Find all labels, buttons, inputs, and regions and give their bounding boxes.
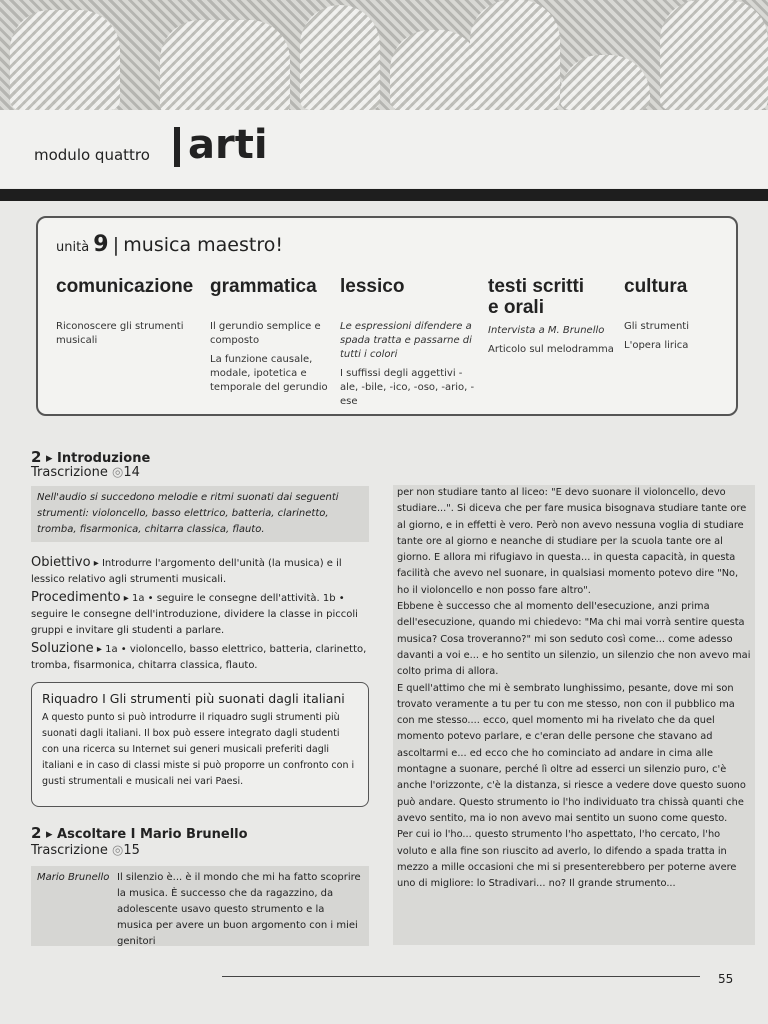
col-text-testi: [488, 324, 616, 362]
col-item: I suffissi degli aggettivi -ale, -bile, -ico, -oso, -ario, -ese: [340, 368, 475, 407]
col-text-cultura: [624, 320, 724, 358]
col-item: La funzione causale, modale, ipotetica e temporale del gerundio: [210, 354, 328, 393]
section-number: 2: [31, 448, 42, 466]
transcript-paragraph: E quell'attimo che mi è sembrato lunghissimo, pesante, dove mi son trovato veramente a tu per tu con me stesso, non con il pubblico ma con me stesso.... ecco, quel momento mi ha rivelato che da quel momento potevo parlare, e c'eran delle persone che stavano ad ascoltarmi e... ed ecco che ho cominciato ad andare in cima alle montagne a suonare, perché lì oltre ad esserci un silenzio puro, c'è anche l'orizzonte, c'è la distanza, si riesce a vedere dove questo suono può andare. Questo strumento io l'ho individuato tra chissà quanti che avevo sentito, ma io non avevo mai sentito un suono come questo.: [397, 682, 746, 824]
procedimento-label: Procedimento: [31, 590, 121, 605]
soluzione-label: Soluzione: [31, 641, 94, 656]
section-title: Ascoltare I Mario Brunello: [57, 827, 248, 842]
obiettivo-block: Obiettivo ▸ Introdurre l'argomento dell'unità (la musica) e il lessico relativo agli strumenti musicali.: [31, 555, 342, 585]
footer-rule: [222, 976, 700, 977]
transcription-ref: [31, 843, 140, 858]
riquadro-box: [31, 682, 369, 807]
soluzione-text: 1a • violoncello, basso elettrico, batteria, clarinetto, tromba, fisarmonica, chitarra classica, flauto.: [31, 644, 367, 671]
obiettivo-text: Introdurre l'argomento dell'unità (la musica) e il lessico relativo agli strumenti musicali.: [31, 558, 342, 585]
transcription-label: Trascrizione: [31, 843, 108, 858]
col-text-grammatica: [210, 320, 330, 400]
transcript-text: Il silenzio è... è il mondo che mi ha fatto scoprire la musica. È successo che da ragazzino, da adolescente usavo questo strumento e la musica per avere un buon argomento con i miei genitori: [117, 872, 361, 947]
transcription-ref: [31, 465, 140, 480]
arrow-icon: ▸: [45, 827, 53, 842]
unit-title: musica maestro!: [123, 234, 283, 256]
section-intro-heading: [31, 448, 150, 466]
col-item: Intervista a M. Brunello: [488, 325, 605, 336]
header-photo: [0, 0, 768, 110]
page-number: 55: [718, 972, 734, 986]
col-item: Il gerundio semplice e composto: [210, 321, 321, 346]
procedimento-block: Procedimento ▸ 1a • seguire le consegne dell'attività. 1b • seguire le consegne dell'introduzione, dividere la classe in piccoli gruppi e invitare gli studenti a parlare.: [31, 590, 358, 636]
audio-cd-icon: ◎: [112, 843, 124, 858]
module-title: arti: [188, 122, 268, 168]
col-item: L'opera lirica: [624, 340, 689, 351]
obiettivo-label: Obiettivo: [31, 555, 91, 570]
module-label: modulo quattro: [34, 146, 150, 164]
soluzione-block: Soluzione ▸ 1a • violoncello, basso elettrico, batteria, clarinetto, tromba, fisarmonica, chitarra classica, flauto.: [31, 641, 367, 671]
audio-instructions: Nell'audio si succedono melodie e ritmi suonati dai seguenti strumenti: violoncello, basso elettrico, batteria, clarinetto, tromba, fisarmonica, chitarra classica, flauto.: [31, 486, 369, 542]
col-item: Articolo sul melodramma: [488, 344, 614, 355]
transcript-paragraph: Ebbene è successo che al momento dell'esecuzione, anzi prima dell'esecuzione, quando mi chiedevo: "Ma chi mai vorrà sentire questa musica? Cosa troveranno?" mi son seduto così come... come adesso davanti a voi e... e ho sentito un silenzio, un silenzio che non avevo mai colto prima di allora.: [397, 601, 751, 678]
unit-number: 9: [93, 232, 109, 257]
audio-cd-icon: ◎: [112, 465, 124, 480]
col-heading-testi: [488, 276, 584, 318]
col-item: Riconoscere gli strumenti musicali: [56, 321, 184, 346]
transcript-continuation: [393, 485, 755, 945]
col-heading-comunicazione: comunicazione: [56, 276, 194, 297]
riquadro-text: A questo punto si può introdurre il riquadro sugli strumenti più suonati dagli italiani. Il box può essere integrato dagli studenti con una ricerca su Internet sui generi musicali preferiti dagli italiani e in caso di classi miste si può proporre un confronto con i gusti strumentali e musicali nei vari Paesi.: [42, 712, 355, 787]
section-listen-heading: [31, 824, 248, 842]
arrow-icon: ▸: [45, 451, 53, 466]
header-rule: [0, 189, 768, 201]
col-text-lessico: [340, 320, 478, 414]
col-heading-testi-1: testi scritti: [488, 276, 585, 297]
col-heading-grammatica: grammatica: [210, 276, 317, 297]
section-title: Introduzione: [57, 451, 151, 466]
col-heading-lessico: lessico: [340, 276, 405, 297]
procedimento-text: 1a • seguire le consegne dell'attività. 1b • seguire le consegne dell'introduzione, dividere la classe in piccoli gruppi e invitare gli studenti a parlare.: [31, 593, 358, 636]
title-divider: [174, 127, 180, 167]
unit-heading: unità 9 | musica maestro!: [56, 232, 283, 257]
unit-label: unità: [56, 240, 90, 255]
col-heading-cultura: cultura: [624, 276, 688, 297]
track-number: 14: [123, 465, 140, 480]
transcript-paragraph: Per cui io l'ho... questo strumento l'ho aspettato, l'ho cercato, l'ho voluto e alla fine son riuscito ad averlo, lo difendo a spada tratta in mezzo a mille occasioni che mi si presenterebbero per poterne avere uno di migliore: lo Stradivari... no? Il grande strumento...: [397, 829, 737, 890]
col-item: Gli strumenti: [624, 321, 689, 332]
transcript-excerpt: [31, 866, 369, 946]
col-heading-testi-2: e orali: [488, 297, 544, 318]
col-item: Le espressioni difendere a spada tratta e passarne di tutti i colori: [340, 321, 472, 360]
speaker-name: Mario Brunello: [37, 872, 110, 883]
col-text-comunicazione: [56, 320, 194, 353]
transcription-label: Trascrizione: [31, 465, 108, 480]
transcript-paragraph: per non studiare tanto al liceo: "E devo suonare il violoncello, devo studiare...". Si diceva che per fare musica bisognava studiare tante ore al giorno, e in effetti è vero. Però non avevo nessuna voglia di studiare tante ore al giorno e neanche di studiare per la scuola tante ore al giorno. E allora mi rifugiavo in questa... in questa capacità, in questa facilità che avevo nel suonare, in qualsiasi momento potevo dire "No, ho il violoncello e non posso fare altro".: [397, 487, 747, 596]
riquadro-title: Riquadro I Gli strumenti più suonati dagli italiani: [42, 691, 345, 706]
track-number: 15: [123, 843, 140, 858]
section-number: 2: [31, 824, 42, 842]
